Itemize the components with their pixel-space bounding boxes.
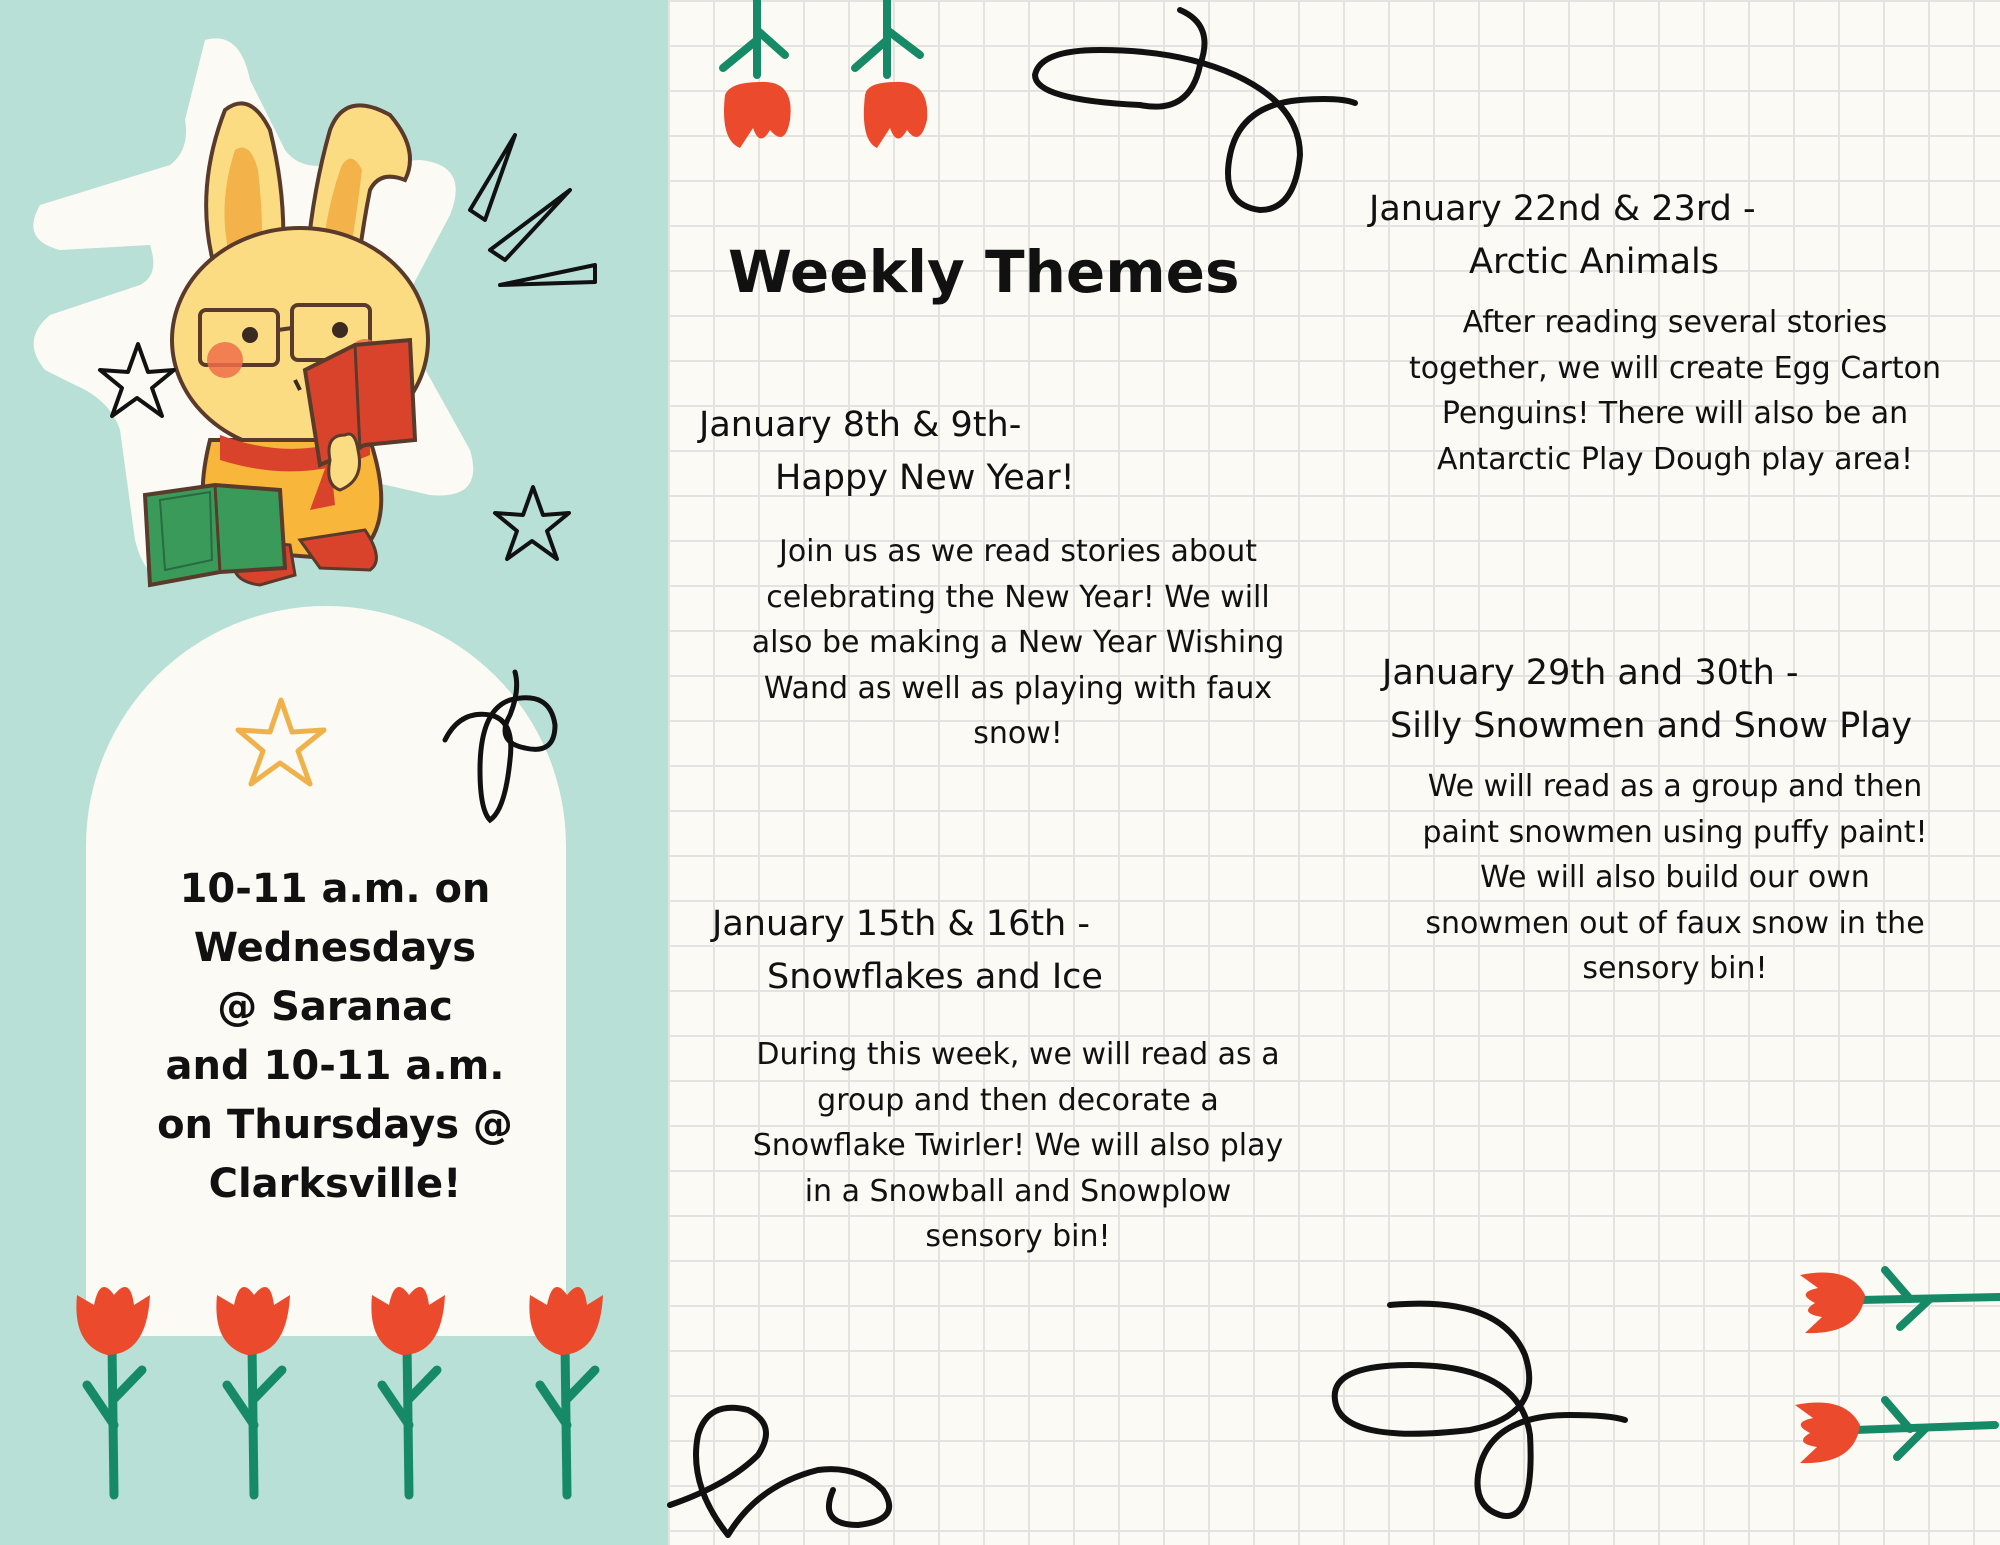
week-date: January 8th & 9th- — [699, 405, 1022, 445]
week-text-line: celebrating the New Year! We will — [766, 579, 1270, 615]
week-text-line: together, we will create Egg Carton — [1408, 350, 1941, 386]
star-icon — [493, 483, 571, 563]
star-icon — [236, 696, 326, 788]
week-text-line: Snowflake Twirler! We will also play — [752, 1128, 1284, 1163]
tulip-row-decoration — [60, 1275, 640, 1505]
week-text-line: sensory bin! — [925, 1219, 1111, 1254]
schedule-line: Clarksville! — [208, 1161, 462, 1207]
week-text-line: We will read as a group and then — [1427, 769, 1923, 804]
squiggle-icon — [668, 1395, 918, 1545]
week-text-line: also be making a New Year Wishing — [751, 625, 1285, 660]
week-description — [718, 1032, 1318, 1260]
squiggle-icon — [1330, 1295, 1630, 1525]
week-theme: Snowflakes and Ice — [767, 957, 1103, 997]
schedule-line: 10-11 a.m. on — [179, 866, 491, 912]
week-text-line: sensory bin! — [1582, 951, 1768, 986]
burst-lines-decoration — [460, 130, 610, 300]
week-description — [1365, 300, 1985, 482]
week-text-line: group and then decorate a — [817, 1082, 1219, 1118]
week-text-line: After reading several stories — [1462, 305, 1888, 340]
week-heading — [1382, 647, 1912, 753]
hanging-tulip-decoration — [705, 0, 945, 155]
week-text-line: snow! — [973, 716, 1063, 751]
schedule-line: and 10-11 a.m. — [165, 1043, 505, 1089]
week-heading — [699, 399, 1075, 505]
week-theme: Arctic Animals — [1469, 242, 1719, 282]
week-text-line: Penguins! There will also be an — [1441, 396, 1909, 431]
week-date: January 22nd & 23rd - — [1369, 189, 1756, 229]
side-tulip-decoration — [1790, 1255, 2000, 1485]
week-theme: Happy New Year! — [775, 458, 1075, 498]
week-text-line: Wand as well as playing with faux — [763, 670, 1273, 706]
week-description — [1370, 764, 1980, 992]
week-date: January 29th and 30th - — [1382, 653, 1799, 693]
week-text-line: Join us as we read stories about — [778, 534, 1258, 569]
page-title: Weekly Themes — [728, 238, 1240, 306]
week-text-line: in a Snowball and Snowplow — [804, 1173, 1232, 1209]
week-text-line: During this week, we will read as a — [756, 1037, 1280, 1072]
schedule-text — [120, 860, 550, 1214]
week-date: January 15th & 16th - — [712, 904, 1090, 944]
star-icon — [98, 340, 176, 420]
week-text-line: We will also build our own — [1480, 860, 1870, 895]
week-heading — [712, 898, 1103, 1004]
week-text-line: paint snowmen using puffy paint! — [1422, 814, 1928, 850]
squiggle-icon — [1030, 5, 1360, 215]
schedule-line: on Thursdays @ — [157, 1102, 513, 1148]
schedule-line: Wednesdays — [193, 925, 477, 971]
week-description — [718, 529, 1318, 757]
week-heading — [1369, 183, 1756, 289]
week-text-line: snowmen out of faux snow in the — [1425, 905, 1925, 941]
week-theme: Silly Snowmen and Snow Play — [1390, 706, 1913, 746]
week-text-line: Antarctic Play Dough play area! — [1436, 441, 1914, 477]
squiggle-icon — [440, 670, 570, 830]
schedule-line: @ Saranac — [217, 984, 453, 1030]
